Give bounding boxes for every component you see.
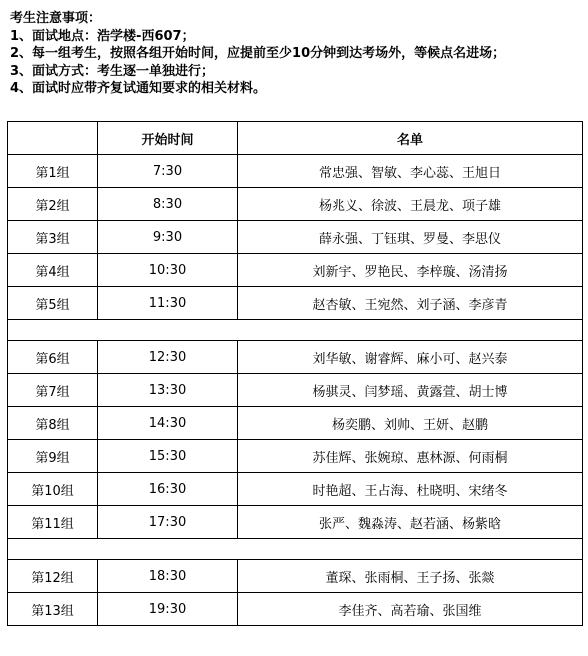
time-cell: 14:30 [98,407,238,440]
table-row [8,221,583,254]
group-cell: 第11组 [8,506,98,539]
names-cell: 董琛、张雨桐、王子扬、张燚 [238,560,583,593]
time-cell: 7:30 [98,155,238,188]
table-row [8,188,583,221]
names-cell: 赵杏敏、王宛然、刘子涵、李彦青 [238,287,583,320]
group-cell: 第13组 [8,593,98,626]
table-row [8,341,583,374]
time-cell: 16:30 [98,473,238,506]
table-row [8,506,583,539]
schedule-table [7,121,583,626]
names-cell: 刘新宇、罗艳民、李梓璇、汤清扬 [238,254,583,287]
header-start-time: 开始时间 [98,122,238,155]
names-cell: 杨奕鹏、刘帅、王妍、赵鹏 [238,407,583,440]
table-row [8,374,583,407]
table-header-row [8,122,583,155]
time-cell: 17:30 [98,506,238,539]
section-separator-row [8,320,583,341]
time-cell: 12:30 [98,341,238,374]
notice-item-2: 2、每一组考生，按照各组开始时间，应提前至少10分钟到达考场外，等候点名进场； [10,46,506,61]
group-cell: 第12组 [8,560,98,593]
separator-cell [8,539,583,560]
names-cell: 杨兆义、徐波、王晨龙、项子雄 [238,188,583,221]
time-cell: 19:30 [98,593,238,626]
group-cell: 第2组 [8,188,98,221]
names-cell: 杨骐灵、闫梦瑶、黄露萱、胡士博 [238,374,583,407]
names-cell: 张严、魏淼涛、赵若涵、杨紫晗 [238,506,583,539]
notice-item-1: 1、面试地点：浩学楼-西607； [10,28,195,44]
time-cell: 15:30 [98,440,238,473]
time-cell: 8:30 [98,188,238,221]
names-cell: 常忠强、智敏、李心蕊、王旭日 [238,155,583,188]
table-row [8,407,583,440]
group-cell: 第3组 [8,221,98,254]
time-cell: 18:30 [98,560,238,593]
table-row [8,473,583,506]
header-group [8,122,98,155]
group-cell: 第5组 [8,287,98,320]
table-row [8,560,583,593]
notice-title: 考生注意事项： [10,11,102,26]
group-cell: 第4组 [8,254,98,287]
names-cell: 薛永强、丁钰琪、罗曼、李思仪 [238,221,583,254]
header-name-list: 名单 [238,122,583,155]
names-cell: 李佳齐、高若瑜、张国维 [238,593,583,626]
group-cell: 第10组 [8,473,98,506]
table-row [8,287,583,320]
table-row [8,440,583,473]
group-cell: 第8组 [8,407,98,440]
time-cell: 13:30 [98,374,238,407]
names-cell: 苏佳辉、张婉琼、惠林源、何雨桐 [238,440,583,473]
table-row [8,155,583,188]
time-cell: 9:30 [98,221,238,254]
time-cell: 10:30 [98,254,238,287]
separator-cell [8,320,583,341]
group-cell: 第7组 [8,374,98,407]
table-row [8,254,583,287]
names-cell: 刘华敏、谢睿辉、麻小可、赵兴泰 [238,341,583,374]
names-cell: 时艳超、王占海、杜晓明、宋绪冬 [238,473,583,506]
group-cell: 第1组 [8,155,98,188]
section-separator-row [8,539,583,560]
time-cell: 11:30 [98,287,238,320]
notice-item-4: 4、面试时应带齐复试通知要求的相关材料。 [10,81,267,96]
group-cell: 第9组 [8,440,98,473]
notice-item-3: 3、面试方式：考生逐一单独进行； [10,63,215,79]
notice-block [10,10,585,98]
table-row [8,593,583,626]
group-cell: 第6组 [8,341,98,374]
